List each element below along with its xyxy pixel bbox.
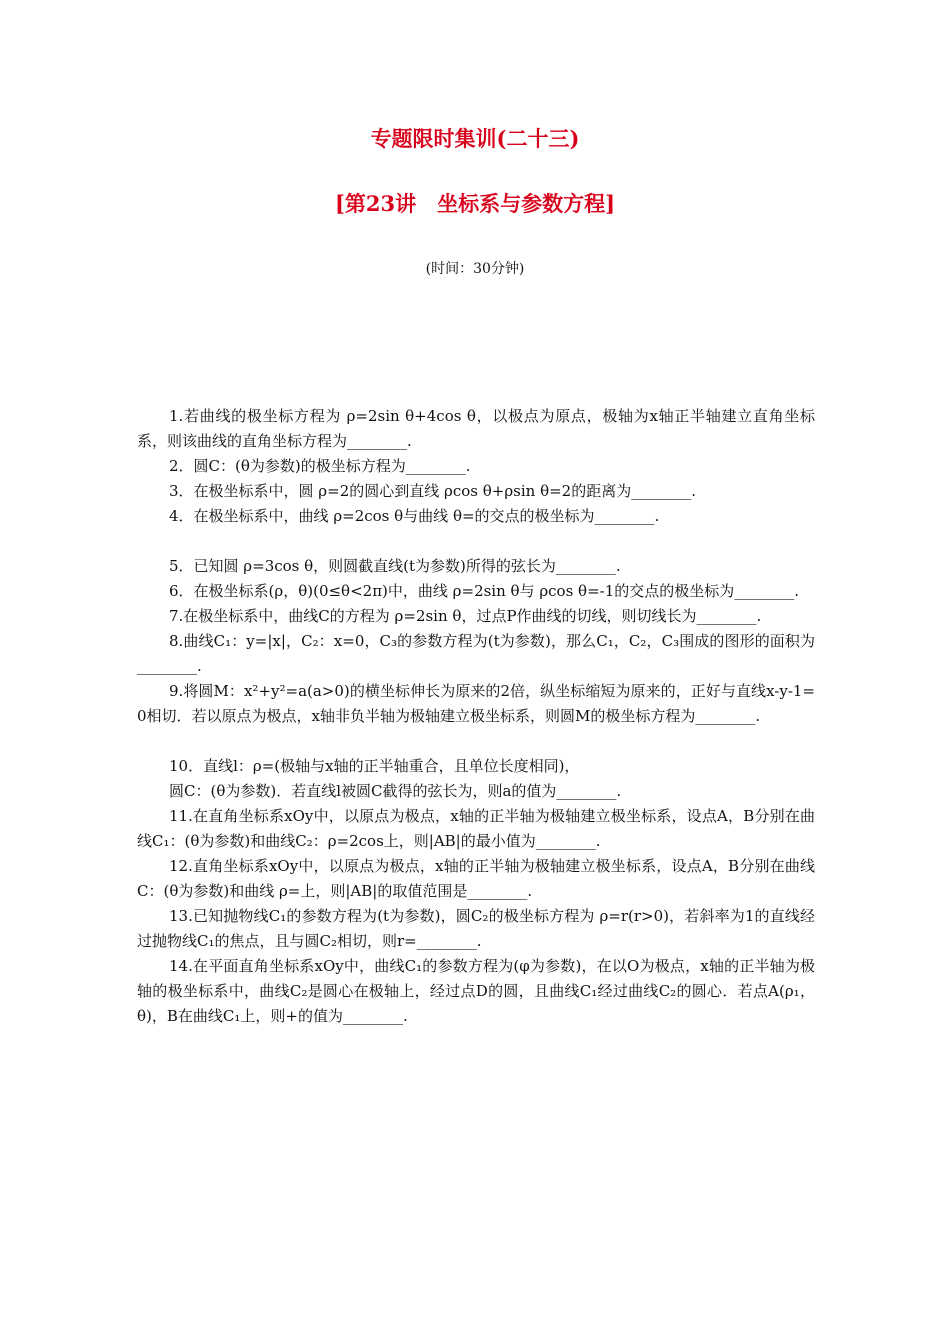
lecture-subtitle: [第23讲 坐标系与参数方程] [334,191,616,216]
problem-4: 4．在极坐标系中，曲线 ρ=2cos θ与曲线 θ=的交点的极坐标为________. [169,507,660,525]
problem-5: 5．已知圆 ρ=3cos θ，则圆截直线(t为参数)所得的弦长为________. [169,557,621,575]
problem-8: 8.曲线C₁：y=|x|，C₂：x=0，C₃的参数方程为(t为参数)，那么C₁，C₂，C₃围成的图形的面积为________. [137,632,815,675]
problem-1: 1.若曲线的极坐标方程为 ρ=2sin θ+4cos θ，以极点为原点，极轴为x轴正半轴建立直角坐标系，则该曲线的直角坐标方程为________. [137,407,815,450]
problem-6: 6．在极坐标系(ρ，θ)(0≤θ<2π)中，曲线 ρ=2sin θ与 ρcos θ=-1的交点的极坐标为________. [169,582,800,600]
time-limit: (时间：30分钟) [425,261,525,277]
problem-10-line-2: 圆C：(θ为参数)．若直线l被圆C截得的弦长为，则a的值为________. [169,782,622,800]
problem-14: 14.在平面直角坐标系xOy中，曲线C₁的参数方程为(φ为参数)，在以O为极点，x轴的正半轴为极轴的极坐标系中，曲线C₂是圆心在极轴上，经过点D的圆，且曲线C₁经过曲线C₂的圆心．若点A(ρ₁，θ)，B在曲线C₁上，则+的值为________. [137,957,815,1025]
problem-2: 2．圆C：(θ为参数)的极坐标方程为________. [169,457,471,475]
problem-7: 7.在极坐标系中，曲线C的方程为 ρ=2sin θ，过点P作曲线的切线，则切线长为________. [169,607,762,625]
problem-9: 9.将圆M：x²+y²=a(a>0)的横坐标伸长为原来的2倍，纵坐标缩短为原来的，正好与直线x-y-1=0相切．若以原点为极点，x轴非负半轴为极轴建立极坐标系，则圆M的极坐标方程为________. [137,682,815,725]
problem-11: 11.在直角坐标系xOy中，以原点为极点，x轴的正半轴为极轴建立极坐标系，设点A，B分别在曲线C₁：(θ为参数)和曲线C₂：ρ=2cos上，则|AB|的最小值为________. [137,807,815,850]
problem-list [137,404,815,1029]
page-title: 专题限时集训(二十三) [370,126,580,151]
problem-13: 13.已知抛物线C₁的参数方程为(t为参数)，圆C₂的极坐标方程为 ρ=r(r>0)，若斜率为1的直线经过抛物线C₁的焦点，且与圆C₂相切，则r=________. [137,907,815,950]
problem-10-line-1: 10．直线l：ρ=(极轴与x轴的正半轴重合，且单位长度相同)， [169,757,580,775]
problem-3: 3．在极坐标系中，圆 ρ=2的圆心到直线 ρcos θ+ρsin θ=2的距离为________. [169,482,696,500]
problem-12: 12.直角坐标系xOy中，以原点为极点，x轴的正半轴为极轴建立极坐标系，设点A，B分别在曲线C：(θ为参数)和曲线 ρ=上，则|AB|的取值范围是________. [137,857,815,900]
